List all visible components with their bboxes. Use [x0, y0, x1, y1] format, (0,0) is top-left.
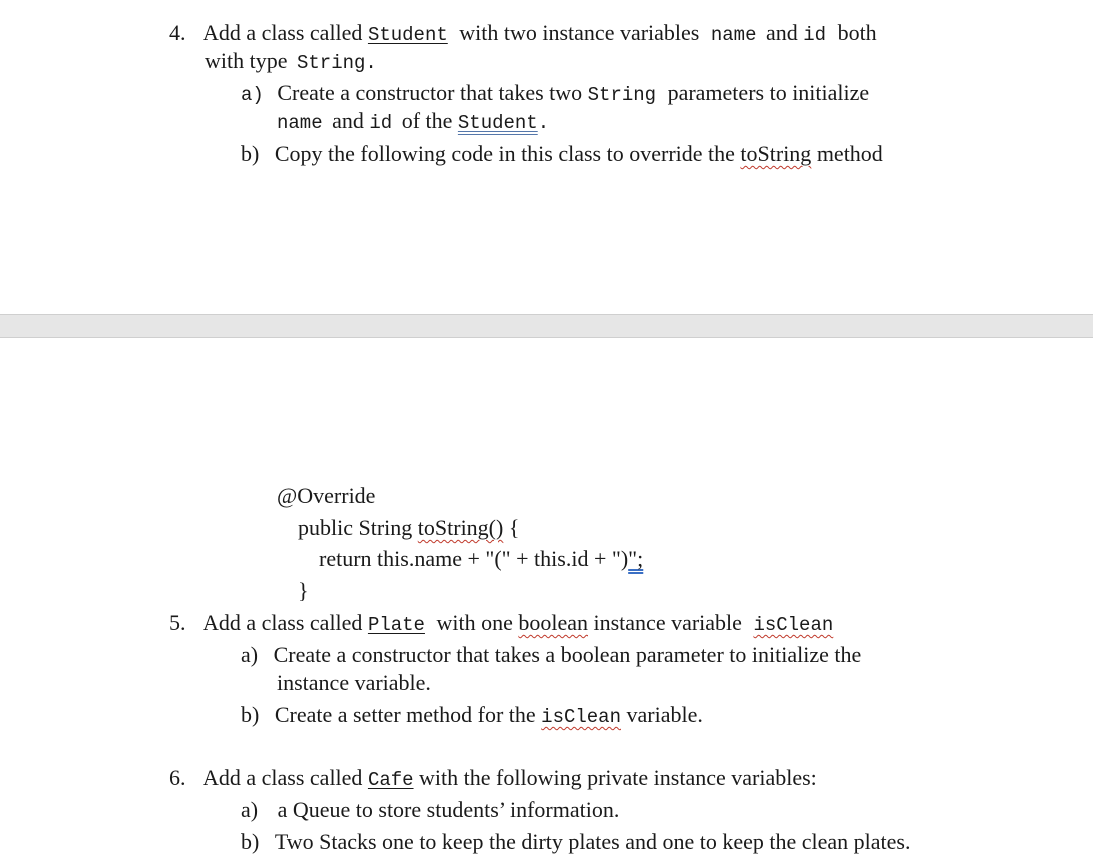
q5-number: 5. — [169, 610, 186, 635]
cafe-class-name: Cafe — [367, 769, 414, 791]
q5-item-b: b) Create a setter method for the isClean variable. — [241, 702, 703, 728]
code-line-2: public String toString() { — [298, 515, 520, 540]
q6-number: 6. — [169, 765, 186, 790]
q5-item-b-label: b) — [241, 702, 260, 727]
q6-item-b: b) Two Stacks one to keep the dirty plates and one to keep the clean plates. — [241, 829, 911, 854]
q6-line-1: 6. Add a class called Cafe with the following private instance variables: — [169, 765, 817, 791]
q4-item-a-line-1: a) Create a constructor that takes two String parameters to initialize — [241, 80, 870, 106]
page-break-divider — [0, 314, 1093, 338]
q4-item-b: b) Copy the following code in this class to override the toString method — [241, 141, 883, 166]
q5-line-1: 5. Add a class called Plate with one boolean instance variable isClean — [169, 610, 834, 636]
q6-item-b-label: b) — [241, 829, 260, 854]
q6-item-a-label: a) — [241, 797, 259, 822]
q4-item-b-label: b) — [241, 141, 260, 166]
q5-item-a-label: a) — [241, 642, 259, 667]
q4-number: 4. — [169, 20, 186, 45]
q4-line-2: with type String. — [205, 48, 377, 74]
q4-line-1: 4. Add a class called Student with two instance variables name and id both — [169, 20, 877, 46]
q5-item-a-line-1: a) Create a constructor that takes a boolean parameter to initialize the — [241, 642, 862, 667]
q5-item-a-line-2: instance variable. — [277, 670, 431, 695]
code-line-3: return this.name + "(" + this.id + ")"; — [319, 546, 644, 571]
code-line-4: } — [298, 578, 309, 603]
q6-item-a: a) a Queue to store students’ information. — [241, 797, 620, 822]
student-class-name: Student — [367, 24, 448, 46]
plate-class-name: Plate — [367, 614, 425, 636]
q4-item-a-label: a) — [241, 84, 264, 106]
q4-item-a-line-2: name and id of the Student. — [277, 108, 550, 134]
code-line-1: @Override — [277, 483, 376, 508]
